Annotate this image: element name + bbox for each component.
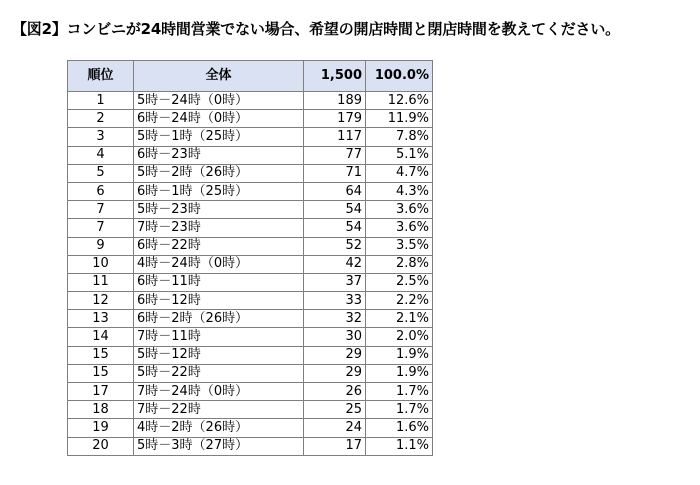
hours-cell: 7時－22時 [134,401,304,419]
hours-cell: 5時－24時（0時） [134,92,304,110]
page-title: 【図2】コンビニが24時間営業でない場合、希望の開店時間と閉店時間を教えてください。 [12,20,620,38]
count-cell: 71 [304,164,366,182]
percent-cell: 3.5% [366,237,433,255]
table-row [68,182,433,200]
count-cell: 117 [304,128,366,146]
percent-cell: 2.1% [366,310,433,328]
percent-cell: 1.9% [366,364,433,382]
percent-cell: 12.6% [366,92,433,110]
table-row [68,273,433,291]
hours-cell: 5時－23時 [134,201,304,219]
rank-cell: 13 [68,310,134,328]
percent-cell: 5.1% [366,146,433,164]
percent-cell: 4.7% [366,164,433,182]
percent-cell: 1.6% [366,419,433,437]
hours-cell: 5時－3時（27時） [134,437,304,455]
count-cell: 37 [304,273,366,291]
hours-cell: 6時－23時 [134,146,304,164]
rank-cell: 15 [68,364,134,382]
hours-cell: 6時－2時（26時） [134,310,304,328]
table-header-row [68,61,433,92]
count-cell: 33 [304,292,366,310]
header-total: 全体 [134,61,304,92]
table-row [68,219,433,237]
rank-cell: 6 [68,182,134,200]
count-cell: 189 [304,92,366,110]
hours-cell: 4時－24時（0時） [134,255,304,273]
table-row [68,292,433,310]
hours-cell: 6時－12時 [134,292,304,310]
rank-cell: 7 [68,219,134,237]
rank-cell: 5 [68,164,134,182]
count-cell: 17 [304,437,366,455]
count-cell: 30 [304,328,366,346]
table-row [68,201,433,219]
count-cell: 54 [304,201,366,219]
percent-cell: 2.8% [366,255,433,273]
count-cell: 24 [304,419,366,437]
percent-cell: 1.1% [366,437,433,455]
rank-cell: 14 [68,328,134,346]
count-cell: 54 [304,219,366,237]
rank-cell: 12 [68,292,134,310]
hours-cell: 5時－12時 [134,346,304,364]
hours-cell: 6時－11時 [134,273,304,291]
rank-cell: 4 [68,146,134,164]
percent-cell: 2.2% [366,292,433,310]
table-row [68,310,433,328]
table-row [68,146,433,164]
table-row [68,419,433,437]
table-row [68,364,433,382]
table-row [68,164,433,182]
count-cell: 26 [304,383,366,401]
count-cell: 32 [304,310,366,328]
percent-cell: 1.9% [366,346,433,364]
count-cell: 179 [304,110,366,128]
count-cell: 64 [304,182,366,200]
rank-cell: 1 [68,92,134,110]
hours-cell: 5時－1時（25時） [134,128,304,146]
header-count: 1,500 [304,61,366,92]
rank-cell: 15 [68,346,134,364]
table-row [68,92,433,110]
table-row [68,328,433,346]
rank-cell: 10 [68,255,134,273]
percent-cell: 2.0% [366,328,433,346]
count-cell: 29 [304,364,366,382]
count-cell: 77 [304,146,366,164]
rank-cell: 9 [68,237,134,255]
hours-cell: 4時－2時（26時） [134,419,304,437]
table-row [68,128,433,146]
table-row [68,383,433,401]
hours-cell: 7時－11時 [134,328,304,346]
count-cell: 42 [304,255,366,273]
rank-cell: 2 [68,110,134,128]
header-percent: 100.0% [366,61,433,92]
percent-cell: 1.7% [366,401,433,419]
count-cell: 25 [304,401,366,419]
percent-cell: 4.3% [366,182,433,200]
count-cell: 29 [304,346,366,364]
header-rank: 順位 [68,61,134,92]
percent-cell: 3.6% [366,219,433,237]
table-row [68,437,433,455]
rank-cell: 20 [68,437,134,455]
percent-cell: 2.5% [366,273,433,291]
rank-cell: 17 [68,383,134,401]
percent-cell: 7.8% [366,128,433,146]
hours-cell: 7時－24時（0時） [134,383,304,401]
table-body [68,92,433,456]
hours-cell: 6時－22時 [134,237,304,255]
rank-cell: 11 [68,273,134,291]
hours-cell: 5時－22時 [134,364,304,382]
rank-cell: 3 [68,128,134,146]
table-row [68,237,433,255]
percent-cell: 3.6% [366,201,433,219]
count-cell: 52 [304,237,366,255]
percent-cell: 11.9% [366,110,433,128]
percent-cell: 1.7% [366,383,433,401]
hours-cell: 7時－23時 [134,219,304,237]
hours-cell: 6時－24時（0時） [134,110,304,128]
table-row [68,110,433,128]
ranking-table [67,60,433,456]
table-row [68,346,433,364]
rank-cell: 18 [68,401,134,419]
rank-cell: 19 [68,419,134,437]
hours-cell: 5時－2時（26時） [134,164,304,182]
table-row [68,401,433,419]
table-row [68,255,433,273]
hours-cell: 6時－1時（25時） [134,182,304,200]
rank-cell: 7 [68,201,134,219]
